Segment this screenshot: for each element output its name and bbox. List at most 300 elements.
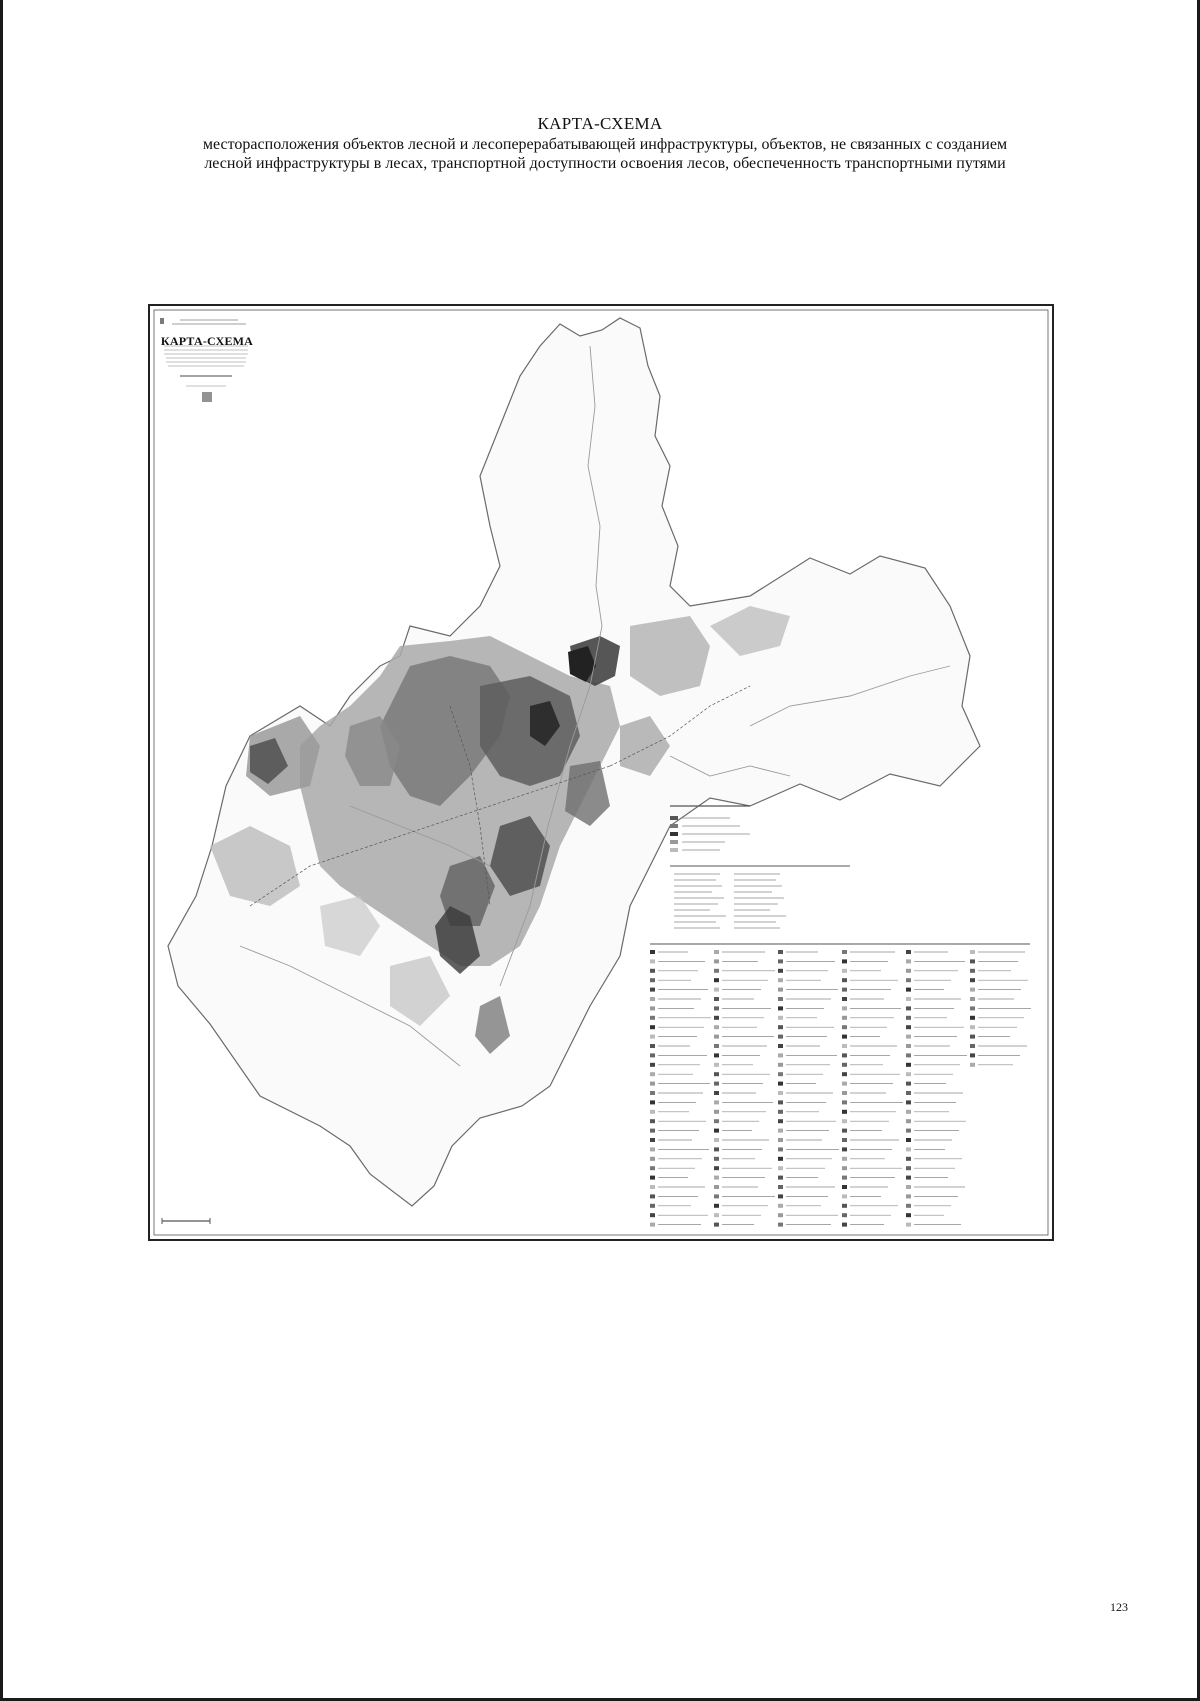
lessee-swatch	[906, 969, 911, 973]
lessee-swatch	[714, 1082, 719, 1086]
lessee-swatch	[650, 1157, 655, 1161]
lessee-entry	[714, 1138, 769, 1142]
lessee-entry	[906, 1119, 966, 1123]
lessee-swatch	[842, 1100, 847, 1104]
lessee-swatch	[714, 1006, 719, 1010]
lessee-entry	[714, 1100, 773, 1104]
lessee-swatch	[714, 1119, 719, 1123]
lessee-entry	[906, 1223, 961, 1227]
lessee-entry	[906, 1147, 945, 1151]
lessee-entry	[650, 1025, 704, 1029]
lessee-entry	[714, 1044, 767, 1048]
lessee-swatch	[842, 1204, 847, 1208]
lessee-entry	[650, 1185, 705, 1189]
lessee-swatch	[714, 1016, 719, 1020]
lessee-swatch	[778, 1166, 783, 1170]
lessee-swatch	[650, 1082, 655, 1086]
lessee-swatch	[650, 1100, 655, 1104]
lessee-swatch	[906, 1129, 911, 1133]
lessee-swatch	[842, 1035, 847, 1039]
lessee-entry	[970, 997, 1014, 1001]
lessee-swatch	[970, 988, 975, 992]
lessee-entry	[778, 978, 821, 982]
lessee-entry	[778, 1063, 830, 1067]
lessee-swatch	[778, 1204, 783, 1208]
lessee-entry	[778, 1176, 818, 1180]
lessee-swatch	[906, 1025, 911, 1029]
lessee-entry	[650, 1119, 706, 1123]
lessee-entry	[906, 997, 961, 1001]
lessee-entry	[906, 1053, 967, 1057]
lessee-swatch	[842, 997, 847, 1001]
lessee-swatch	[906, 1016, 911, 1020]
lessee-entry	[842, 1176, 895, 1180]
lessee-entry	[778, 1044, 820, 1048]
lessee-entry	[842, 1082, 893, 1086]
lessee-swatch	[650, 997, 655, 1001]
lessee-entry	[778, 1223, 831, 1227]
lessee-entry	[842, 1185, 888, 1189]
lessee-swatch	[650, 1006, 655, 1010]
lessee-swatch	[906, 1185, 911, 1189]
lessee-entry	[714, 1157, 755, 1161]
lessee-swatch	[906, 1053, 911, 1057]
lessee-entry	[906, 1016, 947, 1020]
lessee-swatch	[970, 1025, 975, 1029]
lessee-entry	[906, 1204, 951, 1208]
lessee-entry	[778, 1082, 816, 1086]
scale-bar	[162, 1218, 210, 1224]
subtitle-line-1: месторасположения объектов лесной и лесоперерабатывающей инфраструктуры, объектов, не связанных с созданием	[202, 136, 1008, 153]
lessee-entry	[906, 1072, 953, 1076]
lessee-swatch	[650, 978, 655, 982]
lessee-entry	[842, 1204, 898, 1208]
page-subtitle	[110, 135, 1100, 173]
lessee-entry	[906, 1138, 952, 1142]
lessee-swatch	[778, 969, 783, 973]
lessee-entry	[842, 1129, 882, 1133]
lessee-swatch	[714, 959, 719, 963]
lessee-entry	[906, 1194, 958, 1198]
lessee-swatch	[714, 1176, 719, 1180]
lessee-swatch	[906, 1006, 911, 1010]
lessee-entry	[650, 1016, 711, 1020]
lessee-entry	[906, 1091, 963, 1095]
lessee-swatch	[650, 1110, 655, 1114]
lessee-entry	[650, 1129, 699, 1133]
lessee-entry	[970, 988, 1021, 992]
lessee-entry	[714, 1129, 752, 1133]
lessee-entry	[842, 978, 898, 982]
lessee-entry	[778, 1166, 825, 1170]
lessee-swatch	[714, 1129, 719, 1133]
lessee-entry	[714, 1119, 759, 1123]
lessee-swatch	[970, 1016, 975, 1020]
lessee-entry	[778, 1091, 833, 1095]
lessee-entry	[842, 1213, 891, 1217]
page-title: КАРТА-СХЕМА	[537, 114, 663, 133]
lessee-entry	[650, 1138, 692, 1142]
lessee-swatch	[778, 1194, 783, 1198]
lessee-entry	[714, 1053, 760, 1057]
lessee-entry	[842, 1110, 896, 1114]
lessee-swatch	[650, 1129, 655, 1133]
lessee-swatch	[778, 1213, 783, 1217]
lessee-entry	[650, 1006, 694, 1010]
lessee-swatch	[778, 1025, 783, 1029]
lessee-swatch	[906, 1091, 911, 1095]
lessee-entry	[778, 1035, 827, 1039]
lessee-swatch	[714, 1223, 719, 1227]
lessee-entry	[714, 1006, 771, 1010]
lessee-swatch	[842, 1016, 847, 1020]
lessee-swatch	[778, 1053, 783, 1057]
lessee-swatch	[906, 1035, 911, 1039]
lessee-entry	[906, 988, 944, 992]
lessee-swatch	[778, 1082, 783, 1086]
lessee-swatch	[842, 1072, 847, 1076]
lessee-swatch	[906, 1110, 911, 1114]
lessee-swatch	[714, 1044, 719, 1048]
lessee-swatch	[842, 1091, 847, 1095]
inset-heading: КАРТА-СХЕМА	[160, 334, 254, 348]
lessee-swatch	[778, 1185, 783, 1189]
lessee-swatch	[842, 969, 847, 973]
lessee-swatch	[778, 1176, 783, 1180]
lessee-entry	[714, 1223, 754, 1227]
lessee-swatch	[842, 1176, 847, 1180]
lessee-swatch	[714, 1053, 719, 1057]
lessee-entry	[714, 1213, 761, 1217]
lessee-swatch	[906, 1204, 911, 1208]
lessee-entry	[970, 1025, 1017, 1029]
lessee-entry	[906, 1025, 964, 1029]
lessee-swatch	[650, 1147, 655, 1151]
lessee-swatch	[714, 1185, 719, 1189]
lessee-swatch	[906, 1138, 911, 1142]
lessee-swatch	[650, 1138, 655, 1142]
lessee-entry	[650, 1110, 689, 1114]
lessee-entry	[650, 1204, 691, 1208]
lessee-swatch	[650, 1072, 655, 1076]
lessee-entry	[778, 1072, 823, 1076]
lessee-swatch	[778, 1035, 783, 1039]
lessee-entry	[650, 1091, 703, 1095]
lessee-swatch	[970, 1044, 975, 1048]
lessee-entry	[650, 1063, 700, 1067]
lessee-swatch	[778, 950, 783, 954]
lessee-swatch	[842, 959, 847, 963]
lessee-swatch	[778, 1063, 783, 1067]
lessee-entry	[842, 1138, 899, 1142]
lessee-swatch	[778, 1138, 783, 1142]
lessee-entry	[714, 950, 765, 954]
lessee-swatch	[906, 1157, 911, 1161]
lessee-entry	[778, 1157, 832, 1161]
lessee-swatch	[778, 1223, 783, 1227]
lessee-swatch	[906, 1147, 911, 1151]
lessee-swatch	[650, 1213, 655, 1217]
lessee-swatch	[842, 1157, 847, 1161]
lessee-entry	[842, 1091, 886, 1095]
lessee-entry	[842, 1035, 880, 1039]
lessee-entry	[906, 950, 948, 954]
lessee-entry	[650, 1100, 696, 1104]
map-frame	[148, 304, 1054, 1241]
lessee-swatch	[906, 997, 911, 1001]
lessee-entry	[650, 988, 708, 992]
lessee-swatch	[714, 1091, 719, 1095]
lessee-swatch	[714, 1100, 719, 1104]
lessee-entry	[650, 959, 705, 963]
lessee-entry	[650, 1053, 707, 1057]
lessee-entry	[778, 950, 818, 954]
lessee-entry	[714, 1204, 768, 1208]
lessee-swatch	[778, 1110, 783, 1114]
lessee-entry	[714, 1185, 758, 1189]
lessee-swatch	[714, 1110, 719, 1114]
lessee-entry	[842, 1194, 881, 1198]
lessee-swatch	[842, 1044, 847, 1048]
lessee-entry	[714, 1166, 772, 1170]
lessee-entry	[778, 988, 838, 992]
lessee-entry	[842, 1053, 890, 1057]
lessee-entry	[714, 1025, 757, 1029]
lessee-entry	[906, 1044, 950, 1048]
lessee-entry	[650, 1194, 698, 1198]
lessee-entry	[842, 1166, 902, 1170]
lessee-entry	[650, 1147, 709, 1151]
lessee-swatch	[650, 950, 655, 954]
lessee-swatch	[778, 1100, 783, 1104]
lessee-swatch	[714, 1138, 719, 1142]
lessee-swatch	[650, 1223, 655, 1227]
lessee-swatch	[650, 959, 655, 963]
lessee-entry	[842, 959, 888, 963]
lessee-swatch	[650, 1119, 655, 1123]
lessee-swatch	[906, 959, 911, 963]
lessee-swatch	[906, 1100, 911, 1104]
lessee-entry	[906, 1035, 957, 1039]
lessee-entry	[906, 1185, 965, 1189]
lessee-entry	[650, 1223, 701, 1227]
lessee-swatch	[842, 988, 847, 992]
lessee-swatch	[714, 1035, 719, 1039]
lessee-entry	[778, 1129, 829, 1133]
lessee-swatch	[778, 1016, 783, 1020]
lessee-swatch	[842, 1119, 847, 1123]
lessee-swatch	[714, 950, 719, 954]
lessee-swatch	[778, 1119, 783, 1123]
lessee-swatch	[970, 969, 975, 973]
lessee-swatch	[906, 1213, 911, 1217]
lessee-swatch	[714, 978, 719, 982]
lessee-swatch	[842, 1129, 847, 1133]
lessee-swatch	[778, 1006, 783, 1010]
lessee-entry	[906, 1129, 959, 1133]
lessee-swatch	[778, 1157, 783, 1161]
lessee-swatch	[842, 978, 847, 982]
lessee-entry	[906, 1006, 954, 1010]
lessee-swatch	[778, 988, 783, 992]
lessee-swatch	[714, 988, 719, 992]
lessee-entry	[714, 959, 758, 963]
lessee-entry	[906, 959, 965, 963]
lessee-swatch	[650, 988, 655, 992]
scan-border-left	[0, 0, 3, 1701]
lessee-entry	[650, 978, 691, 982]
lessee-entry	[650, 997, 701, 1001]
lessee-entry	[842, 1044, 897, 1048]
lessee-swatch	[778, 997, 783, 1001]
lessee-entry	[842, 997, 884, 1001]
lessee-swatch	[970, 997, 975, 1001]
lessee-entry	[970, 959, 1018, 963]
lessee-swatch	[842, 1138, 847, 1142]
lessee-swatch	[906, 1072, 911, 1076]
lessee-swatch	[842, 1166, 847, 1170]
lessee-entry	[842, 1063, 883, 1067]
lessee-entry	[650, 1082, 710, 1086]
lessee-entry	[842, 1006, 901, 1010]
lessee-entry	[970, 969, 1011, 973]
lessee-entry	[906, 1157, 962, 1161]
lessee-swatch	[970, 1035, 975, 1039]
lessee-swatch	[650, 1035, 655, 1039]
lessee-entry	[970, 1006, 1031, 1010]
lessee-grid	[650, 950, 1031, 1227]
lessee-entry	[778, 959, 835, 963]
lessee-entry	[906, 1213, 944, 1217]
lessee-swatch	[842, 1147, 847, 1151]
lessee-swatch	[970, 1053, 975, 1057]
lessee-entry	[842, 1147, 892, 1151]
lessee-entry	[778, 1138, 822, 1142]
lessee-swatch	[650, 1091, 655, 1095]
lessee-swatch	[650, 969, 655, 973]
lessee-entry	[842, 1072, 900, 1076]
lessee-swatch	[714, 1194, 719, 1198]
lessee-entry	[906, 1063, 960, 1067]
lessee-entry	[778, 1119, 836, 1123]
lessee-swatch	[906, 1082, 911, 1086]
lessee-swatch	[906, 978, 911, 982]
lessee-swatch	[714, 1166, 719, 1170]
lessee-swatch	[778, 1129, 783, 1133]
lessee-entry	[650, 1035, 697, 1039]
lessee-swatch	[842, 1213, 847, 1217]
lessee-entry	[714, 1063, 753, 1067]
subtitle-line-2: лесной инфраструктуры в лесах, транспортной доступности освоения лесов, обеспеченность транспортными путями	[204, 155, 1006, 172]
lessee-entry	[906, 969, 958, 973]
lessee-swatch	[906, 1176, 911, 1180]
lessee-entry	[970, 1035, 1010, 1039]
lessee-swatch	[906, 1119, 911, 1123]
lessee-swatch	[650, 1166, 655, 1170]
page-number: 123	[1110, 1600, 1128, 1614]
lessee-entry	[714, 1110, 766, 1114]
inset-title-block	[158, 314, 256, 422]
lessee-swatch	[650, 1063, 655, 1067]
lessee-swatch	[778, 1147, 783, 1151]
lessee-entry	[714, 1035, 774, 1039]
lessee-entry	[906, 978, 951, 982]
lessee-swatch	[650, 1185, 655, 1189]
lessee-entry	[842, 1157, 885, 1161]
lessee-entry	[714, 997, 754, 1001]
lessee-swatch	[842, 1025, 847, 1029]
lessee-entry	[906, 1176, 948, 1180]
lessee-swatch	[650, 1025, 655, 1029]
lessee-entry	[714, 1016, 764, 1020]
lessee-swatch	[778, 1044, 783, 1048]
lessee-swatch	[778, 1072, 783, 1076]
lessee-entry	[842, 1223, 884, 1227]
lessee-entry	[970, 978, 1028, 982]
lessee-entry	[906, 1100, 956, 1104]
lessee-swatch	[650, 1176, 655, 1180]
lessee-entry	[650, 1213, 708, 1217]
lessee-swatch	[906, 1044, 911, 1048]
lessee-swatch	[842, 1063, 847, 1067]
lessee-entry	[842, 1016, 894, 1020]
legend-numbered-list	[670, 866, 850, 928]
lessee-swatch	[906, 1063, 911, 1067]
lessee-swatch	[714, 997, 719, 1001]
lessee-entry	[714, 988, 761, 992]
lessee-entry	[842, 1100, 903, 1104]
lessee-swatch	[842, 1185, 847, 1189]
lessee-swatch	[970, 978, 975, 982]
lessee-swatch	[714, 1157, 719, 1161]
lessee-entry	[842, 1119, 889, 1123]
lessee-entry	[714, 978, 768, 982]
lessee-entry	[650, 950, 688, 954]
lessee-swatch	[650, 1044, 655, 1048]
lessee-entry	[778, 1147, 839, 1151]
lessee-swatch	[842, 1110, 847, 1114]
lessee-entry	[906, 1166, 955, 1170]
lessee-entry	[714, 1176, 765, 1180]
lessee-swatch	[650, 1053, 655, 1057]
lessee-entry	[778, 1194, 828, 1198]
lessee-entry	[714, 1072, 770, 1076]
lessee-entry	[778, 1213, 838, 1217]
lessee-entry	[714, 1082, 763, 1086]
lessee-swatch	[650, 1194, 655, 1198]
lessee-swatch	[842, 1223, 847, 1227]
lessee-swatch	[906, 988, 911, 992]
lessee-entry	[906, 1082, 946, 1086]
lessee-entry	[842, 1025, 887, 1029]
lessee-swatch	[714, 1213, 719, 1217]
lessee-entry	[842, 988, 891, 992]
lessee-entry	[778, 997, 831, 1001]
lessee-entry	[714, 1194, 775, 1198]
lessee-swatch	[714, 1072, 719, 1076]
lessee-entry	[970, 1044, 1027, 1048]
lessee-entry	[970, 1053, 1020, 1057]
lessee-swatch	[842, 1053, 847, 1057]
lessee-entry	[906, 1110, 949, 1114]
lessee-entry	[778, 1025, 834, 1029]
lessee-entry	[650, 1157, 702, 1161]
lessee-entry	[842, 969, 881, 973]
lessee-entry	[778, 1100, 826, 1104]
lessee-entry	[970, 1063, 1013, 1067]
lessee-swatch	[906, 1194, 911, 1198]
lessee-swatch	[714, 1147, 719, 1151]
